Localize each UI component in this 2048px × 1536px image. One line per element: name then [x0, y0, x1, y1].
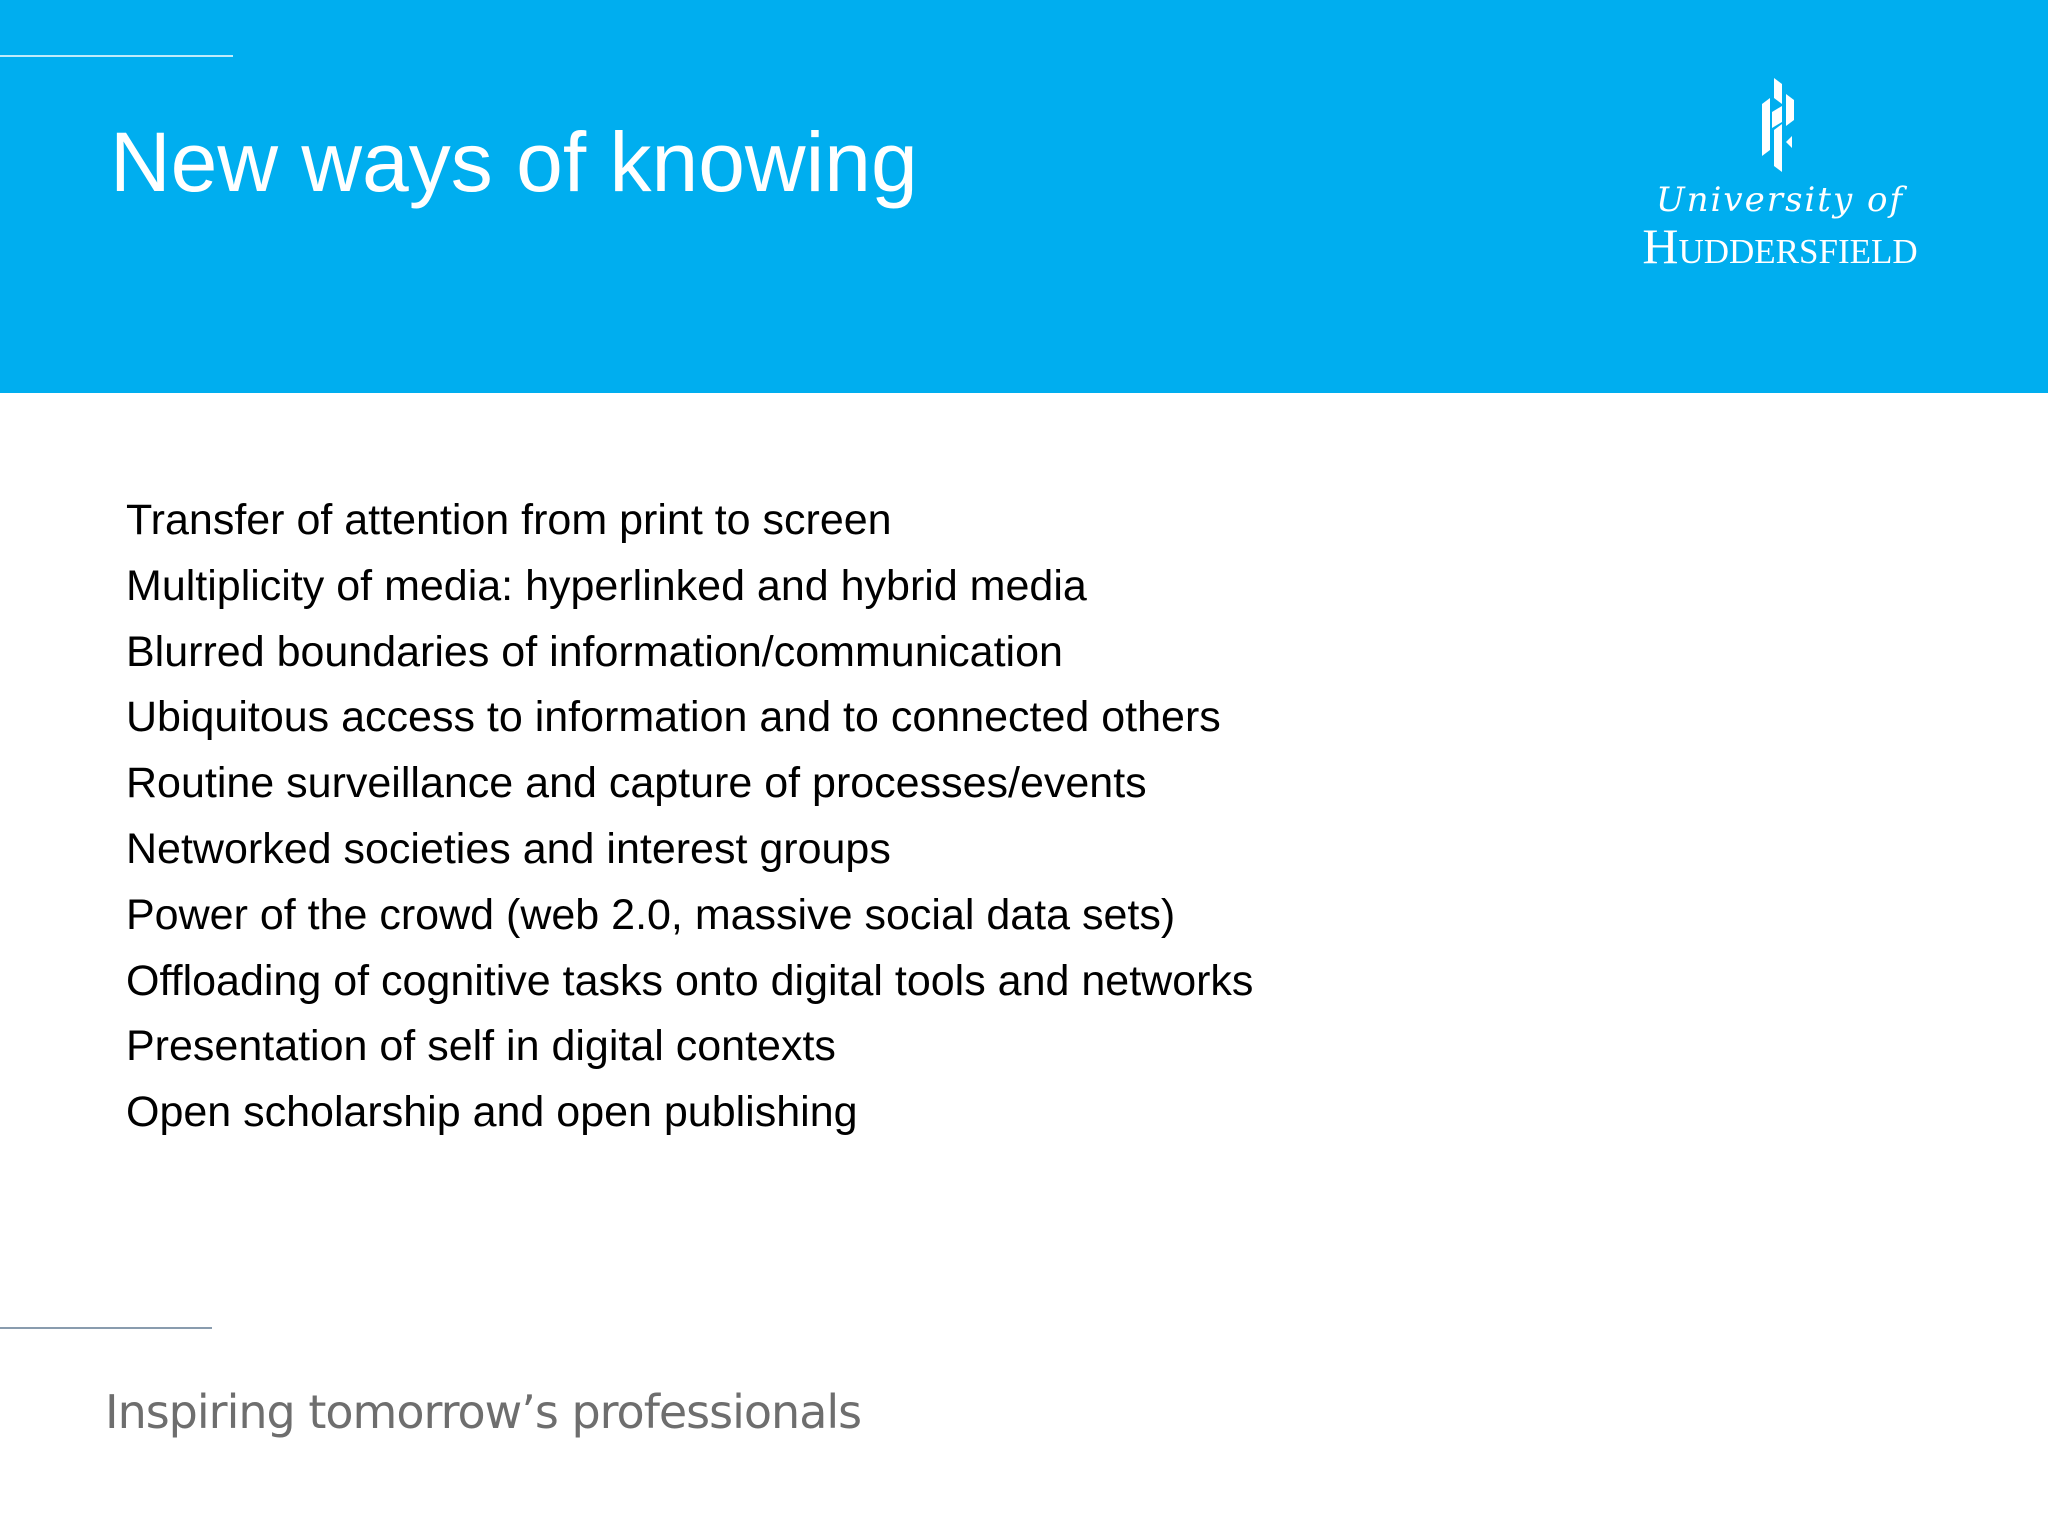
bullet-item: Routine surveillance and capture of processes/events — [126, 759, 1147, 808]
bullet-item: Multiplicity of media: hyperlinked and hybrid media — [126, 561, 1087, 610]
header-rule — [0, 55, 233, 57]
bullet-item: Presentation of self in digital contexts — [126, 1022, 836, 1071]
bullet-item: Open scholarship and open publishing — [126, 1088, 858, 1137]
bullet-list — [126, 488, 1253, 1146]
bullet-item: Transfer of attention from print to screen — [126, 496, 892, 544]
bullet-item: Ubiquitous access to information and to connected others — [126, 693, 1221, 742]
footer-rule — [0, 1327, 212, 1329]
bullet-item: Networked societies and interest groups — [126, 824, 891, 873]
bullet-item: Offloading of cognitive tasks onto digital tools and networks — [126, 956, 1254, 1005]
header-band — [0, 0, 2048, 393]
huddersfield-mark-icon — [1748, 76, 1808, 176]
bullet-item: Blurred boundaries of information/communication — [126, 627, 1063, 676]
university-logo — [1600, 76, 1960, 276]
bullet-item: Power of the crowd (web 2.0, massive social data sets) — [126, 890, 1176, 939]
slide-title: New ways of knowing — [110, 115, 918, 209]
footer-tagline: Inspiring tomorrow’s professionals — [105, 1385, 862, 1439]
logo-text-university-of: University of — [1655, 180, 1905, 220]
logo-text-huddersfield: Huddersfield — [1642, 218, 1918, 274]
